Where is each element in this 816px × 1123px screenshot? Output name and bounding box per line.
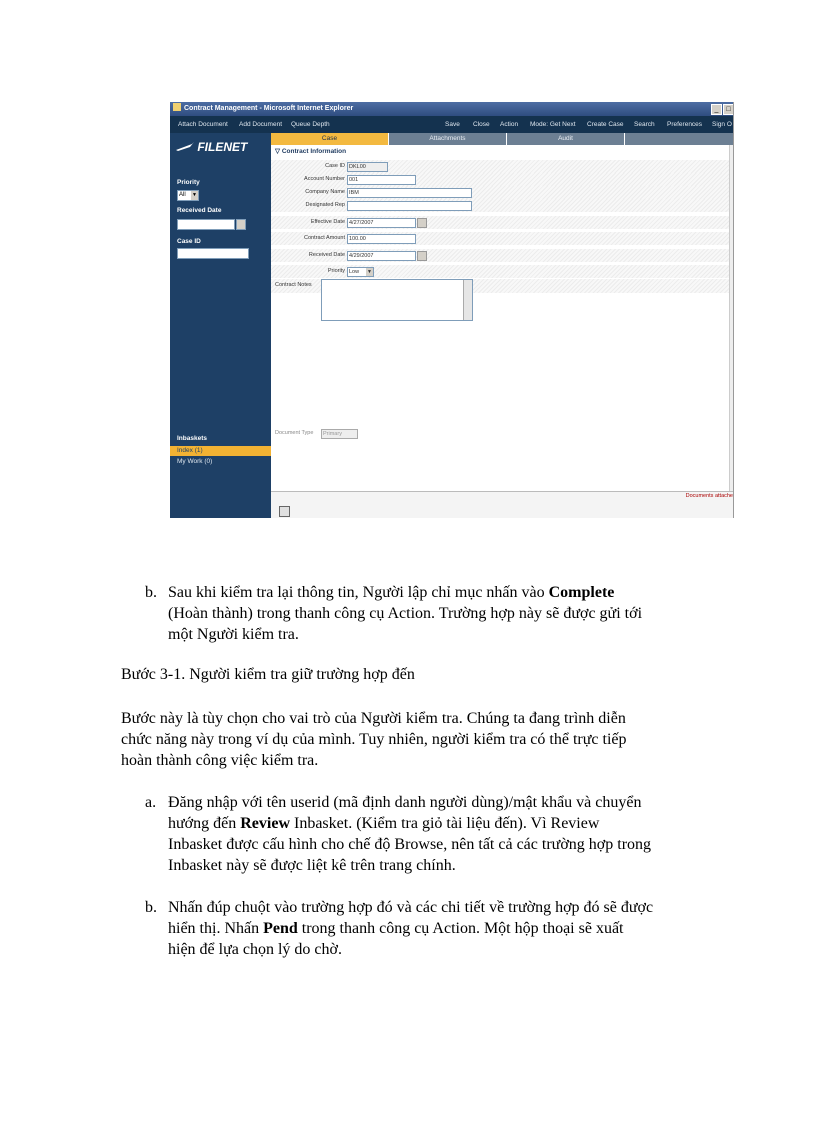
status-bar	[271, 491, 733, 518]
bold-term: Complete	[548, 584, 615, 601]
case-id-input[interactable]	[177, 248, 249, 259]
sidebar	[170, 133, 271, 518]
app-toolbar	[170, 116, 733, 133]
feather-icon	[176, 142, 194, 152]
tab-bar	[271, 133, 733, 145]
form-row	[271, 232, 733, 245]
priority-field-value: Low	[349, 269, 360, 275]
mode-button[interactable]: Mode: Get Next	[530, 121, 576, 128]
form-row	[271, 160, 733, 173]
document-type-label: Document Type	[275, 430, 314, 436]
step-heading: Bước 3-1. Người kiểm tra giữ trường hợp đến	[121, 666, 415, 683]
item-b2-line2	[168, 918, 624, 939]
intro-line: chức năng này trong ví dụ của mình. Tuy nhiên, người kiểm tra có thể trực tiếp	[121, 731, 627, 748]
queue-depth-button[interactable]: Queue Depth	[291, 121, 330, 128]
contract-amount-field[interactable]: 100.00	[347, 234, 416, 244]
form-row	[271, 173, 733, 186]
search-button[interactable]: Search	[634, 121, 655, 128]
minimize-button[interactable]: _	[711, 104, 722, 115]
item-a-line3: Inbasket được cấu hình cho chế độ Browse, nên tất cả các trường hợp trong	[168, 836, 652, 853]
textarea-scrollbar[interactable]	[463, 280, 472, 320]
text-run: Sau khi kiểm tra lại thông tin, Người lập chỉ mục nhấn vào	[168, 584, 549, 601]
item-a-line2	[168, 813, 599, 834]
vertical-scrollbar[interactable]	[729, 145, 733, 491]
attach-document-button[interactable]: Attach Document	[178, 121, 228, 128]
field-label: Priority	[327, 268, 345, 274]
tab-case[interactable]: Case	[271, 133, 389, 145]
ie-icon	[173, 103, 181, 111]
status-text: Documents attache	[685, 493, 733, 499]
field-label: Case ID	[325, 163, 345, 169]
sign-out-button[interactable]: Sign O	[712, 121, 732, 128]
text-run: hiển thị. Nhấn	[168, 920, 264, 937]
received-date-label: Received Date	[177, 207, 222, 214]
contract-notes-textarea[interactable]	[321, 279, 473, 321]
preferences-button[interactable]: Preferences	[667, 121, 703, 128]
priority-field[interactable]	[347, 267, 374, 277]
close-button[interactable]: Close	[473, 121, 490, 128]
field-label: Received Date	[308, 252, 345, 258]
item-b2-line1: Nhấn đúp chuột vào trường hợp đó và các chi tiết về trường hợp đó sẽ được	[168, 899, 654, 916]
intro-line: hoàn thành công việc kiểm tra.	[121, 752, 319, 769]
calendar-icon[interactable]	[236, 219, 246, 230]
priority-select-value: All	[179, 192, 186, 198]
field-label: Contract Amount	[304, 235, 345, 241]
item-a-line4: Inbasket này sẽ được liệt kê trên trang chính.	[168, 857, 456, 874]
item-a-line1: Đăng nhập với tên userid (mã định danh người dùng)/mật khẩu và chuyển	[168, 794, 642, 811]
list-marker: a.	[145, 794, 157, 811]
chevron-down-icon: ▼	[192, 192, 197, 198]
calendar-icon[interactable]	[417, 251, 427, 261]
add-document-button[interactable]: Add Document	[239, 121, 282, 128]
case-id-field: DKL00	[347, 162, 388, 172]
form-row	[271, 249, 733, 262]
effective-date-field[interactable]: 4/27/2007	[347, 218, 416, 228]
list-marker: b.	[145, 584, 157, 601]
item-b1-line1	[168, 582, 614, 603]
inbasket-item-index[interactable]: Index (1)	[170, 446, 271, 456]
document-type-select: Primary	[321, 429, 358, 439]
item-b2-line3: hiện để lựa chọn lý do chờ.	[168, 941, 342, 958]
inbasket-item-my-work[interactable]: My Work (0)	[177, 458, 213, 465]
calendar-icon[interactable]	[417, 218, 427, 228]
section-title-text: Contract Information	[281, 148, 347, 155]
designated-rep-field[interactable]	[347, 201, 472, 211]
text-run: hướng đến	[168, 815, 241, 832]
window-title: Contract Management - Microsoft Internet Explorer	[184, 105, 354, 112]
bold-term: Pend	[263, 920, 298, 937]
maximize-button[interactable]: □	[723, 104, 734, 115]
form-row	[271, 216, 733, 229]
field-label: Company Name	[305, 189, 345, 195]
section-title: ▽ Contract Information	[275, 148, 347, 155]
screenshot-figure	[170, 102, 734, 518]
main-panel	[271, 133, 733, 518]
field-label: Designated Rep	[305, 202, 345, 208]
logo-text: FILENET	[197, 140, 248, 154]
bold-term: Review	[240, 815, 290, 832]
account-number-field[interactable]: 001	[347, 175, 416, 185]
item-b1-line3: một Người kiểm tra.	[168, 626, 299, 643]
filenet-logo	[176, 136, 256, 158]
chevron-down-icon: ▼	[367, 269, 372, 275]
item-b1-line2: (Hoàn thành) trong thanh công cụ Action. Trường hợp này sẽ được gửi tới	[168, 605, 643, 622]
field-label: Contract Notes	[275, 282, 312, 288]
case-id-label: Case ID	[177, 238, 201, 245]
form-row	[271, 186, 733, 199]
field-label: Account Number	[304, 176, 345, 182]
action-button[interactable]: Action	[500, 121, 519, 128]
save-button[interactable]: Save	[445, 121, 460, 128]
intro-line: Bước này là tùy chọn cho vai trò của Người kiểm tra. Chúng ta đang trình diễn	[121, 710, 626, 727]
create-case-button[interactable]: Create Case	[587, 121, 624, 128]
received-date-input[interactable]	[177, 219, 235, 230]
form-row	[271, 265, 733, 278]
list-marker: b.	[145, 899, 157, 916]
text-run: Inbasket. (Kiểm tra giỏ tài liệu đến). Vì Review	[290, 815, 600, 832]
priority-select[interactable]	[177, 190, 199, 201]
text-run: trong thanh công cụ Action. Một hộp thoại sẽ xuất	[297, 920, 624, 937]
tab-attachments[interactable]: Attachments	[389, 133, 507, 145]
tab-audit[interactable]: Audit	[507, 133, 625, 145]
priority-label: Priority	[177, 179, 200, 186]
window-titlebar	[170, 102, 733, 116]
edit-icon[interactable]	[279, 506, 290, 517]
company-name-field[interactable]: IBM	[347, 188, 472, 198]
inbaskets-label: Inbaskets	[177, 435, 207, 442]
received-date-field[interactable]: 4/29/2007	[347, 251, 416, 261]
field-label: Effective Date	[310, 219, 345, 225]
form-row	[271, 199, 733, 212]
